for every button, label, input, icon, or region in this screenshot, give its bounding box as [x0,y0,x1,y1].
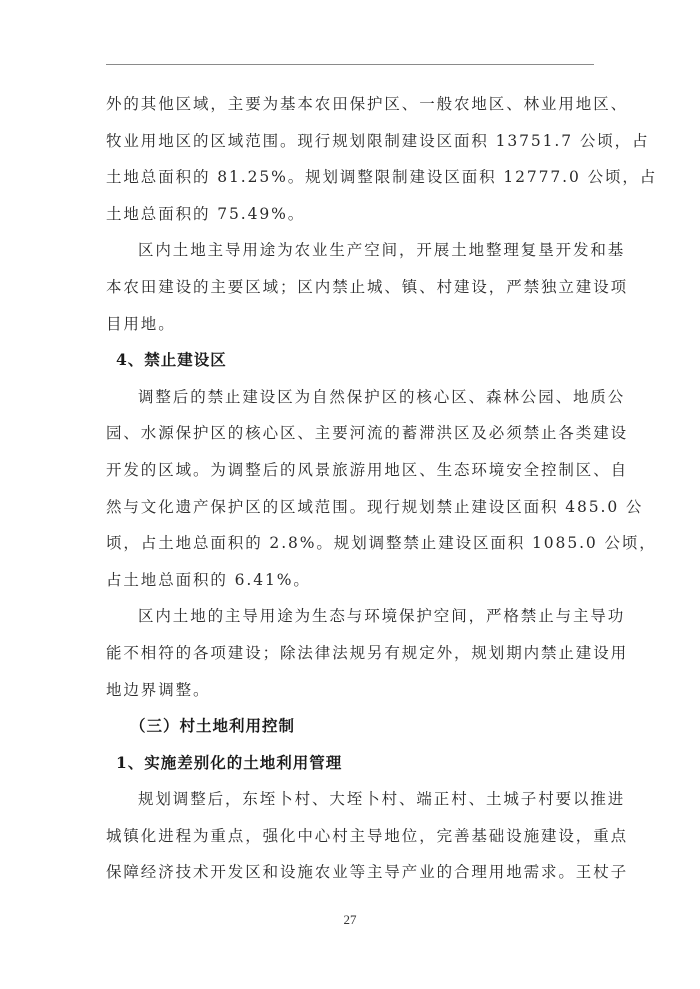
text-line: 地边界调整。 [106,680,211,699]
paragraph-village-planning [106,781,629,891]
section-heading-village-land-control: （三）村土地利用控制 [130,716,296,736]
text-line: 能不相符的各项建设；除法律法规另有规定外，规划期内禁止建设用 [106,643,629,662]
text-line: 目用地。 [106,314,176,333]
text-line: 区内土地主导用途为农业生产空间，开展土地整理复垦开发和基 [138,241,626,260]
text-line: 开发的区域。为调整后的风景旅游用地区、生态环境安全控制区、自 [106,460,629,479]
text-line: 保障经济技术开发区和设施农业等主导产业的合理用地需求。王杖子 [106,863,629,882]
text-line: 外的其他区域，主要为基本农田保护区、一般农地区、林业用地区、 [106,95,629,113]
section-heading-prohibited-zone: 4、禁止建设区 [116,350,227,370]
text-line: 规划调整后，东垤卜村、大垤卜村、端正村、土城子村要以推进 [138,790,626,809]
paragraph-prohibited-zone-definition [106,379,657,599]
text-line: 园、水源保护区的核心区、主要河流的蓄滞洪区及必须禁止各类建设 [106,424,629,443]
text-line: 牧业用地区的区域范围。现行规划限制建设区面积 13751.7 公顷，占 [106,131,650,150]
text-line: 城镇化进程为重点，强化中心村主导地位，完善基础设施建设，重点 [106,826,629,845]
text-line: 区内土地的主导用途为生态与环境保护空间，严格禁止与主导功 [138,607,626,626]
page-body [106,86,658,891]
subsection-heading-differentiated-management: 1、实施差别化的土地利用管理 [116,752,343,772]
text-line: 顷，占土地总面积的 2.8%。规划调整禁止建设区面积 1085.0 公顷， [106,534,657,553]
paragraph-restricted-zone-continuation [106,86,658,232]
text-line: 然与文化遗产保护区的区域范围。现行规划禁止建设区面积 485.0 公 [106,497,644,516]
header-rule [106,64,594,65]
text-line: 土地总面积的 81.25%。规划调整限制建设区面积 12777.0 公顷，占 [106,168,658,187]
text-line: 占土地总面积的 6.41%。 [106,570,311,589]
text-line: 本农田建设的主要区域；区内禁止城、镇、村建设，严禁独立建设项 [106,277,629,296]
paragraph-restricted-zone-usage [106,232,629,342]
paragraph-prohibited-zone-usage [106,598,629,708]
text-line: 调整后的禁止建设区为自然保护区的核心区、森林公园、地质公 [138,387,626,406]
text-line: 土地总面积的 75.49%。 [106,204,306,223]
page-number: 27 [343,912,357,927]
